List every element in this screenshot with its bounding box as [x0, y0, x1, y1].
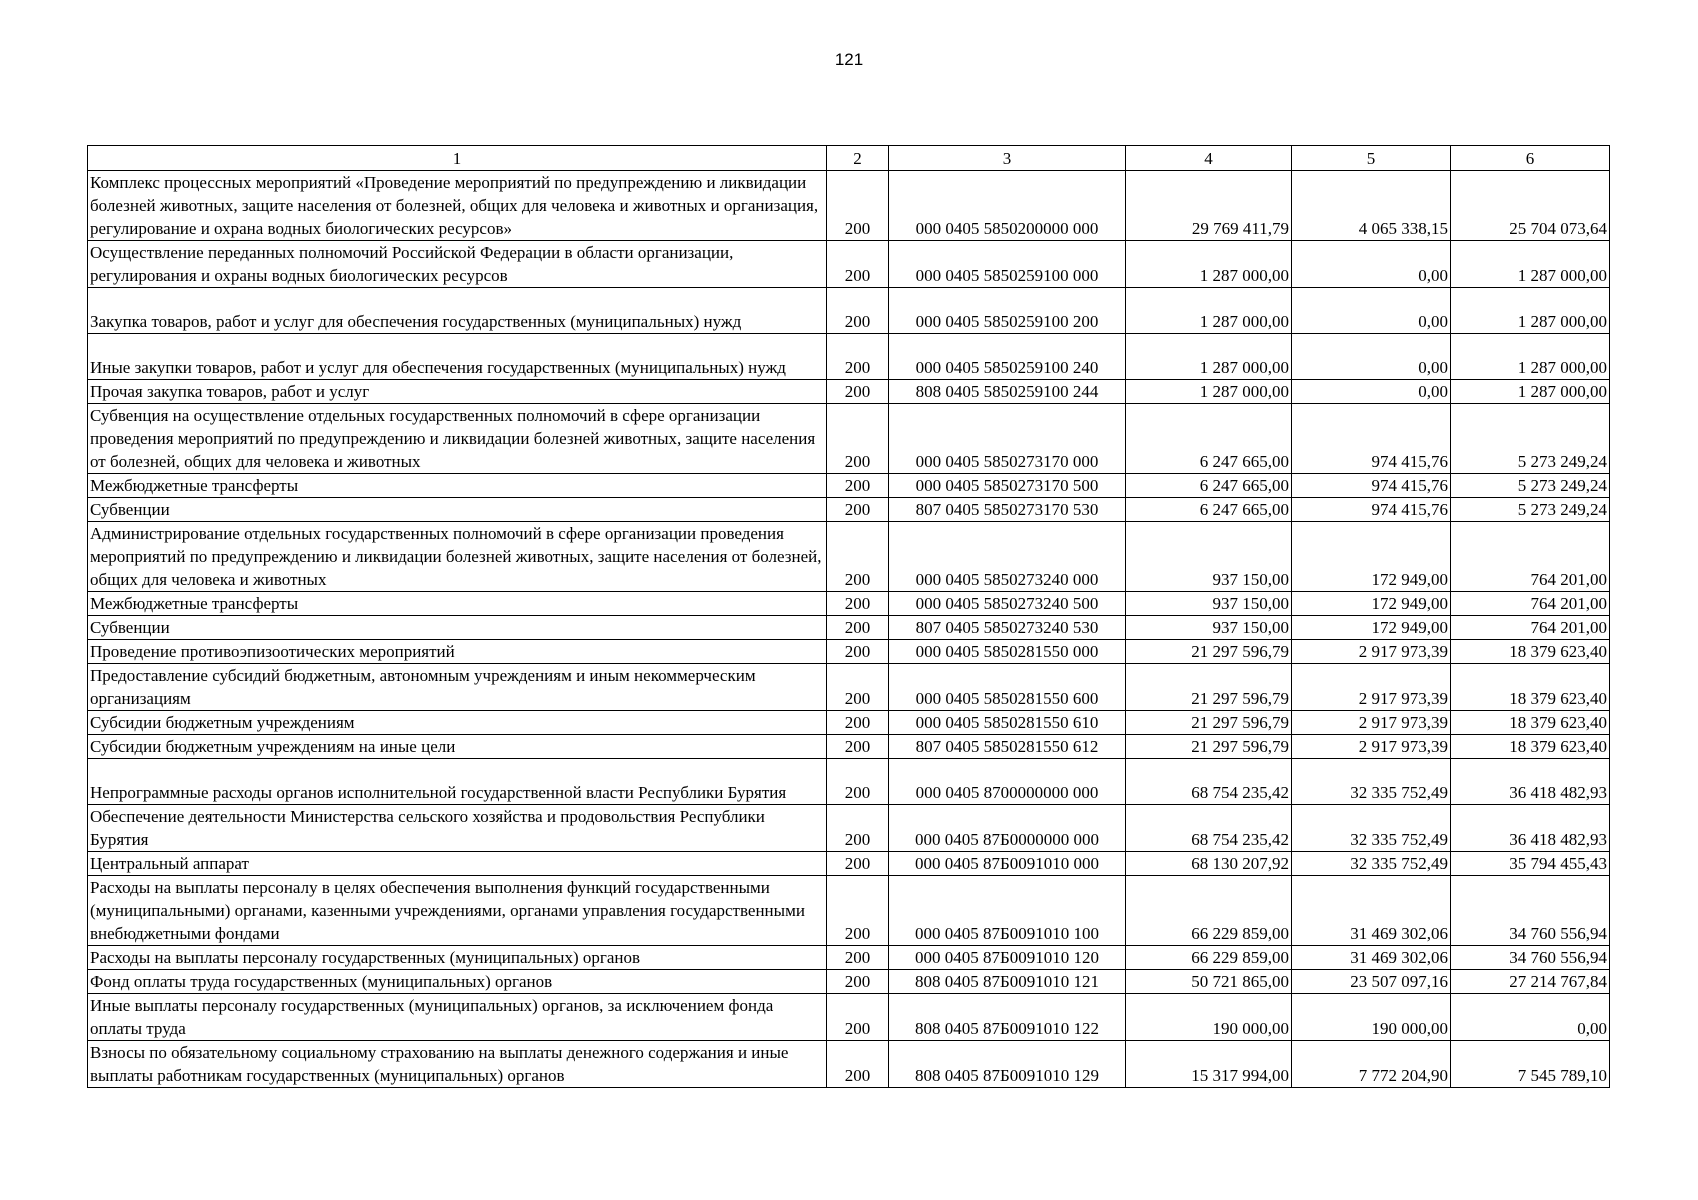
- row-plan-cell: 6 247 665,00: [1126, 498, 1292, 522]
- row-code-cell: 807 0405 5850281550 612: [889, 735, 1126, 759]
- row-rzp-cell: 200: [827, 640, 889, 664]
- row-executed-cell: 32 335 752,49: [1292, 805, 1451, 852]
- table-row: [88, 970, 1610, 994]
- row-code-cell: 000 0405 5850273240 500: [889, 592, 1126, 616]
- budget-table: [87, 145, 1610, 1088]
- row-name-cell: Обеспечение деятельности Министерства сельского хозяйства и продовольствия Республики Бурятия: [88, 805, 827, 852]
- row-plan-cell: 68 130 207,92: [1126, 852, 1292, 876]
- row-code-cell: 807 0405 5850273240 530: [889, 616, 1126, 640]
- column-header: 4: [1126, 146, 1292, 171]
- column-header: 5: [1292, 146, 1451, 171]
- row-code-cell: 000 0405 87Б0000000 000: [889, 805, 1126, 852]
- row-executed-cell: 0,00: [1292, 288, 1451, 334]
- row-executed-cell: 0,00: [1292, 380, 1451, 404]
- row-executed-cell: 4 065 338,15: [1292, 171, 1451, 241]
- row-plan-cell: 50 721 865,00: [1126, 970, 1292, 994]
- row-executed-cell: 172 949,00: [1292, 592, 1451, 616]
- row-code-cell: 000 0405 5850200000 000: [889, 171, 1126, 241]
- table-row: [88, 759, 1610, 805]
- table-row: [88, 735, 1610, 759]
- row-plan-cell: 6 247 665,00: [1126, 404, 1292, 474]
- page-number: 121: [834, 50, 864, 69]
- row-name-cell: Иные закупки товаров, работ и услуг для обеспечения государственных (муниципальных) нужд: [88, 334, 827, 380]
- row-remaining-cell: 1 287 000,00: [1451, 241, 1610, 288]
- row-name-cell: Проведение противоэпизоотических мероприятий: [88, 640, 827, 664]
- row-remaining-cell: 18 379 623,40: [1451, 640, 1610, 664]
- row-remaining-cell: 5 273 249,24: [1451, 474, 1610, 498]
- row-rzp-cell: 200: [827, 876, 889, 946]
- row-plan-cell: 937 150,00: [1126, 592, 1292, 616]
- row-name-cell: Центральный аппарат: [88, 852, 827, 876]
- table-row: [88, 994, 1610, 1041]
- row-remaining-cell: 7 545 789,10: [1451, 1041, 1610, 1088]
- row-name-cell: Взносы по обязательному социальному страхованию на выплаты денежного содержания и иные выплаты работникам государственных (муниципальных) органов: [88, 1041, 827, 1088]
- row-code-cell: 808 0405 87Б0091010 129: [889, 1041, 1126, 1088]
- row-rzp-cell: 200: [827, 664, 889, 711]
- row-remaining-cell: 1 287 000,00: [1451, 380, 1610, 404]
- budget-table-body: [88, 146, 1610, 1088]
- row-rzp-cell: 200: [827, 241, 889, 288]
- table-row: [88, 1041, 1610, 1088]
- row-name-cell: Субвенции: [88, 616, 827, 640]
- table-row: [88, 946, 1610, 970]
- row-rzp-cell: 200: [827, 852, 889, 876]
- row-code-cell: 000 0405 87Б0091010 100: [889, 876, 1126, 946]
- row-executed-cell: 31 469 302,06: [1292, 946, 1451, 970]
- row-rzp-cell: 200: [827, 171, 889, 241]
- row-plan-cell: 15 317 994,00: [1126, 1041, 1292, 1088]
- row-remaining-cell: 34 760 556,94: [1451, 876, 1610, 946]
- row-executed-cell: 974 415,76: [1292, 404, 1451, 474]
- row-name-cell: Субсидии бюджетным учреждениям: [88, 711, 827, 735]
- row-executed-cell: 2 917 973,39: [1292, 711, 1451, 735]
- row-code-cell: 000 0405 5850273170 000: [889, 404, 1126, 474]
- row-remaining-cell: 27 214 767,84: [1451, 970, 1610, 994]
- row-name-cell: Непрограммные расходы органов исполнительной государственной власти Республики Бурятия: [88, 759, 827, 805]
- table-row: [88, 498, 1610, 522]
- column-header: 6: [1451, 146, 1610, 171]
- row-rzp-cell: 200: [827, 380, 889, 404]
- row-plan-cell: 1 287 000,00: [1126, 241, 1292, 288]
- row-plan-cell: 937 150,00: [1126, 616, 1292, 640]
- row-plan-cell: 21 297 596,79: [1126, 735, 1292, 759]
- table-row: [88, 664, 1610, 711]
- row-remaining-cell: 764 201,00: [1451, 592, 1610, 616]
- row-remaining-cell: 34 760 556,94: [1451, 946, 1610, 970]
- row-remaining-cell: 36 418 482,93: [1451, 759, 1610, 805]
- row-rzp-cell: 200: [827, 474, 889, 498]
- row-plan-cell: 29 769 411,79: [1126, 171, 1292, 241]
- table-row: [88, 474, 1610, 498]
- row-name-cell: Межбюджетные трансферты: [88, 474, 827, 498]
- row-name-cell: Субвенция на осуществление отдельных государственных полномочий в сфере организации проведения мероприятий по предупреждению и ликвидации болезней животных, защите населения от болезней, общих для человека и животных: [88, 404, 827, 474]
- row-plan-cell: 66 229 859,00: [1126, 876, 1292, 946]
- row-executed-cell: 2 917 973,39: [1292, 640, 1451, 664]
- row-plan-cell: 190 000,00: [1126, 994, 1292, 1041]
- row-plan-cell: 21 297 596,79: [1126, 664, 1292, 711]
- table-row: [88, 241, 1610, 288]
- row-code-cell: 000 0405 5850273240 000: [889, 522, 1126, 592]
- row-executed-cell: 7 772 204,90: [1292, 1041, 1451, 1088]
- row-code-cell: 000 0405 5850259100 200: [889, 288, 1126, 334]
- table-row: [88, 711, 1610, 735]
- row-plan-cell: 1 287 000,00: [1126, 380, 1292, 404]
- row-executed-cell: 2 917 973,39: [1292, 664, 1451, 711]
- row-remaining-cell: 5 273 249,24: [1451, 498, 1610, 522]
- row-executed-cell: 32 335 752,49: [1292, 759, 1451, 805]
- row-code-cell: 000 0405 5850259100 240: [889, 334, 1126, 380]
- row-remaining-cell: 18 379 623,40: [1451, 711, 1610, 735]
- row-remaining-cell: 35 794 455,43: [1451, 852, 1610, 876]
- table-row: [88, 616, 1610, 640]
- row-plan-cell: 68 754 235,42: [1126, 759, 1292, 805]
- row-rzp-cell: 200: [827, 404, 889, 474]
- row-rzp-cell: 200: [827, 946, 889, 970]
- row-code-cell: 000 0405 5850259100 000: [889, 241, 1126, 288]
- row-plan-cell: 6 247 665,00: [1126, 474, 1292, 498]
- row-executed-cell: 974 415,76: [1292, 498, 1451, 522]
- row-name-cell: Субсидии бюджетным учреждениям на иные цели: [88, 735, 827, 759]
- table-row: [88, 852, 1610, 876]
- row-code-cell: 000 0405 8700000000 000: [889, 759, 1126, 805]
- row-code-cell: 807 0405 5850273170 530: [889, 498, 1126, 522]
- row-remaining-cell: 25 704 073,64: [1451, 171, 1610, 241]
- row-executed-cell: 974 415,76: [1292, 474, 1451, 498]
- row-rzp-cell: 200: [827, 1041, 889, 1088]
- row-remaining-cell: 18 379 623,40: [1451, 735, 1610, 759]
- row-remaining-cell: 1 287 000,00: [1451, 288, 1610, 334]
- row-executed-cell: 23 507 097,16: [1292, 970, 1451, 994]
- column-header: 2: [827, 146, 889, 171]
- row-plan-cell: 21 297 596,79: [1126, 711, 1292, 735]
- row-remaining-cell: 18 379 623,40: [1451, 664, 1610, 711]
- row-plan-cell: 68 754 235,42: [1126, 805, 1292, 852]
- table-row: [88, 288, 1610, 334]
- row-rzp-cell: 200: [827, 759, 889, 805]
- table-row: [88, 640, 1610, 664]
- row-rzp-cell: 200: [827, 994, 889, 1041]
- table-row: [88, 404, 1610, 474]
- row-name-cell: Субвенции: [88, 498, 827, 522]
- row-rzp-cell: 200: [827, 805, 889, 852]
- table-row: [88, 592, 1610, 616]
- row-name-cell: Закупка товаров, работ и услуг для обеспечения государственных (муниципальных) нужд: [88, 288, 827, 334]
- table-row: [88, 334, 1610, 380]
- row-rzp-cell: 200: [827, 334, 889, 380]
- row-remaining-cell: 5 273 249,24: [1451, 404, 1610, 474]
- row-plan-cell: 937 150,00: [1126, 522, 1292, 592]
- row-code-cell: 808 0405 5850259100 244: [889, 380, 1126, 404]
- table-row: [88, 522, 1610, 592]
- row-executed-cell: 32 335 752,49: [1292, 852, 1451, 876]
- row-code-cell: 000 0405 87Б0091010 000: [889, 852, 1126, 876]
- row-remaining-cell: 36 418 482,93: [1451, 805, 1610, 852]
- row-rzp-cell: 200: [827, 711, 889, 735]
- row-name-cell: Комплекс процессных мероприятий «Проведение мероприятий по предупреждению и ликвидации болезней животных, защите населения от болезней, общих для человека и животных и организация, регулирование и охрана водных биологических ресурсов»: [88, 171, 827, 241]
- row-code-cell: 808 0405 87Б0091010 122: [889, 994, 1126, 1041]
- row-name-cell: Администрирование отдельных государственных полномочий в сфере организации проведения мероприятий по предупреждению и ликвидации болезней животных, защите населения от болезней, общих для человека и животных: [88, 522, 827, 592]
- row-name-cell: Прочая закупка товаров, работ и услуг: [88, 380, 827, 404]
- table-row: [88, 876, 1610, 946]
- table-row: [88, 171, 1610, 241]
- column-header: 1: [88, 146, 827, 171]
- row-name-cell: Расходы на выплаты персоналу в целях обеспечения выполнения функций государственными (муниципальными) органами, казенными учреждениями, органами управления государственными внебюджетными фондами: [88, 876, 827, 946]
- row-name-cell: Расходы на выплаты персоналу государственных (муниципальных) органов: [88, 946, 827, 970]
- row-name-cell: Предоставление субсидий бюджетным, автономным учреждениям и иным некоммерческим организациям: [88, 664, 827, 711]
- column-header: 3: [889, 146, 1126, 171]
- row-rzp-cell: 200: [827, 592, 889, 616]
- table-header-row: [88, 146, 1610, 171]
- row-rzp-cell: 200: [827, 970, 889, 994]
- row-remaining-cell: 764 201,00: [1451, 522, 1610, 592]
- row-executed-cell: 31 469 302,06: [1292, 876, 1451, 946]
- row-code-cell: 808 0405 87Б0091010 121: [889, 970, 1126, 994]
- row-name-cell: Иные выплаты персоналу государственных (муниципальных) органов, за исключением фонда оплаты труда: [88, 994, 827, 1041]
- row-remaining-cell: 0,00: [1451, 994, 1610, 1041]
- row-rzp-cell: 200: [827, 735, 889, 759]
- row-code-cell: 000 0405 5850281550 000: [889, 640, 1126, 664]
- row-executed-cell: 172 949,00: [1292, 616, 1451, 640]
- row-remaining-cell: 1 287 000,00: [1451, 334, 1610, 380]
- table-row: [88, 805, 1610, 852]
- row-executed-cell: 172 949,00: [1292, 522, 1451, 592]
- row-plan-cell: 66 229 859,00: [1126, 946, 1292, 970]
- row-rzp-cell: 200: [827, 522, 889, 592]
- row-executed-cell: 0,00: [1292, 334, 1451, 380]
- row-executed-cell: 2 917 973,39: [1292, 735, 1451, 759]
- row-code-cell: 000 0405 5850281550 600: [889, 664, 1126, 711]
- table-row: [88, 380, 1610, 404]
- row-executed-cell: 0,00: [1292, 241, 1451, 288]
- row-rzp-cell: 200: [827, 288, 889, 334]
- row-name-cell: Фонд оплаты труда государственных (муниципальных) органов: [88, 970, 827, 994]
- row-plan-cell: 1 287 000,00: [1126, 334, 1292, 380]
- row-rzp-cell: 200: [827, 498, 889, 522]
- row-plan-cell: 21 297 596,79: [1126, 640, 1292, 664]
- row-code-cell: 000 0405 5850281550 610: [889, 711, 1126, 735]
- row-remaining-cell: 764 201,00: [1451, 616, 1610, 640]
- row-code-cell: 000 0405 5850273170 500: [889, 474, 1126, 498]
- row-plan-cell: 1 287 000,00: [1126, 288, 1292, 334]
- row-name-cell: Осуществление переданных полномочий Российской Федерации в области организации, регулирования и охраны водных биологических ресурсов: [88, 241, 827, 288]
- row-rzp-cell: 200: [827, 616, 889, 640]
- row-code-cell: 000 0405 87Б0091010 120: [889, 946, 1126, 970]
- row-executed-cell: 190 000,00: [1292, 994, 1451, 1041]
- row-name-cell: Межбюджетные трансферты: [88, 592, 827, 616]
